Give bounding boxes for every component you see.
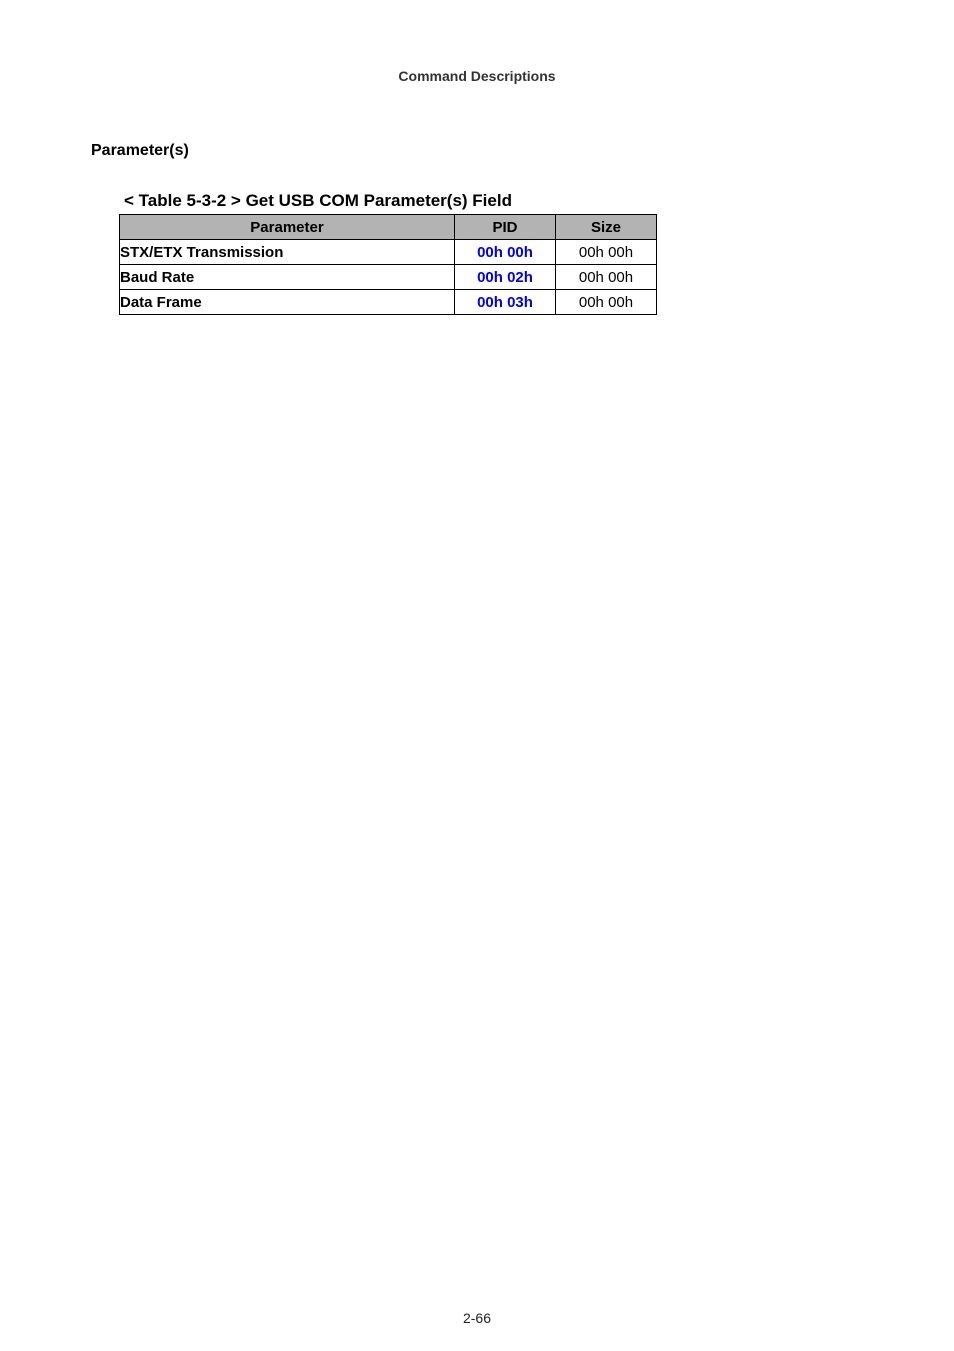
pid-cell: 00h 00h: [455, 240, 556, 265]
size-cell: 00h 00h: [556, 265, 657, 290]
table-row: [120, 240, 657, 265]
pid-cell: 00h 03h: [455, 290, 556, 315]
parameter-table: [119, 214, 657, 315]
size-cell: 00h 00h: [556, 290, 657, 315]
table-row: [120, 265, 657, 290]
parameter-cell: STX/ETX Transmission: [120, 240, 455, 265]
table-header-row: [120, 215, 657, 240]
table-row: [120, 290, 657, 315]
column-header-parameter: Parameter: [120, 215, 455, 240]
section-heading: Parameter(s): [91, 142, 189, 159]
page-number: 2-66: [462, 1310, 492, 1326]
running-header: Command Descriptions: [398, 68, 556, 84]
pid-cell: 00h 02h: [455, 265, 556, 290]
parameter-cell: Data Frame: [120, 290, 455, 315]
column-header-pid: PID: [455, 215, 556, 240]
table-caption: < Table 5-3-2 > Get USB COM Parameter(s) Field: [124, 191, 512, 210]
parameter-cell: Baud Rate: [120, 265, 455, 290]
column-header-size: Size: [556, 215, 657, 240]
size-cell: 00h 00h: [556, 240, 657, 265]
